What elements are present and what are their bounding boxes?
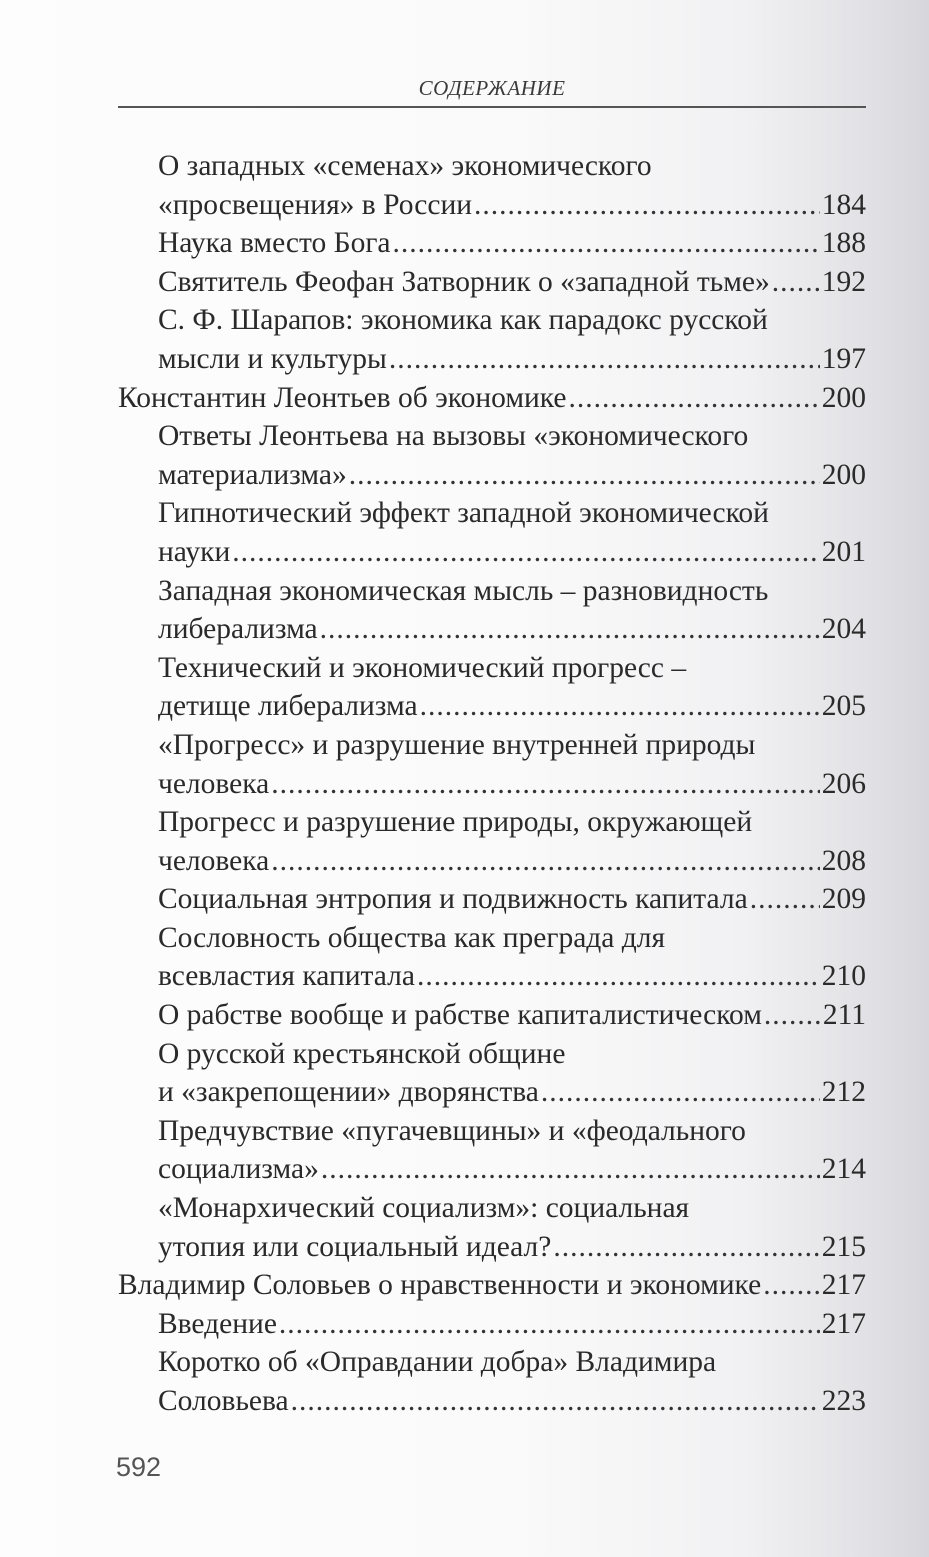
dot-leader (772, 263, 820, 302)
toc-page-number: 188 (821, 227, 866, 260)
toc-entry-title: С. Ф. Шарапов: экономика как парадокс русской (158, 304, 768, 337)
toc-entry-title-line (158, 572, 866, 611)
toc-entry-title-line (158, 649, 866, 688)
toc-page-number: 201 (821, 535, 866, 568)
toc-entry-last-line (118, 1266, 866, 1305)
toc-entry-last-line (158, 1228, 866, 1267)
toc-entry-last-line (158, 456, 866, 495)
toc-entry-title: О русской крестьянской общине (158, 1037, 566, 1070)
page-number: 592 (116, 1452, 162, 1482)
toc-entry-last-line (118, 379, 866, 418)
toc-entry-title: Технический и экономический прогресс – (158, 651, 687, 684)
toc-entry-title: науки (158, 535, 231, 568)
toc-page-number: 200 (821, 381, 866, 414)
toc-section-entry (118, 263, 866, 302)
toc-page-number: 192 (821, 265, 866, 298)
toc-entry-last-line (158, 1305, 866, 1344)
toc-entry-title-line (158, 494, 866, 533)
toc-entry-last-line (158, 1073, 866, 1112)
toc-entry-last-line (158, 186, 866, 225)
toc-section-entry (118, 1189, 866, 1266)
toc-entry-title: Владимир Соловьев о нравственности и экономике (118, 1269, 762, 1302)
dot-leader (321, 1150, 820, 1189)
toc-entry-title: Святитель Феофан Затворник о «западной тьме» (158, 265, 770, 298)
toc-section-entry (118, 726, 866, 803)
toc-page-number: 210 (821, 960, 866, 993)
dot-leader (393, 224, 820, 263)
toc-entry-title: Наука вместо Бога (158, 227, 391, 260)
toc-page-number: 208 (821, 844, 866, 877)
toc-entry-title-line (158, 147, 866, 186)
toc-entry-title-line (158, 803, 866, 842)
toc-page-number: 215 (821, 1230, 866, 1263)
toc-entry-title: «просвещения» в России (158, 188, 473, 221)
toc-entry-title-line (158, 1189, 866, 1228)
toc-entry-title: Соловьева (158, 1385, 289, 1417)
toc-entry-last-line (158, 1382, 866, 1421)
dot-leader (420, 687, 820, 726)
toc-section-entry (118, 649, 866, 726)
toc-page-number: 223 (821, 1385, 866, 1417)
toc-section-entry (118, 417, 866, 494)
toc-section-entry (118, 301, 866, 378)
dot-leader (474, 186, 820, 225)
toc-page-number: 217 (821, 1307, 866, 1340)
toc-section-entry (118, 880, 866, 919)
toc-entry-title: О рабстве вообще и рабстве капиталистическом (158, 999, 762, 1032)
toc-chapter-entry (118, 379, 866, 418)
toc-entry-title: мысли и культуры (158, 342, 387, 375)
toc-entry-title: материализма» (158, 458, 347, 491)
toc-page-number: 212 (821, 1076, 866, 1109)
dot-leader (279, 1305, 820, 1344)
toc-entry-title: «Прогресс» и разрушение внутренней природы (158, 728, 756, 761)
toc-entry-title: «Монархический социализм»: социальная (158, 1192, 690, 1225)
toc-entry-last-line (158, 842, 866, 881)
toc-page-number: 205 (821, 690, 866, 723)
dot-leader (271, 765, 820, 804)
table-of-contents (118, 147, 866, 1421)
toc-section-entry (118, 224, 866, 263)
toc-section-entry (118, 147, 866, 224)
toc-entry-title: Гипнотический эффект западной экономической (158, 497, 769, 530)
toc-entry-last-line (158, 224, 866, 263)
header-rule (118, 106, 866, 108)
toc-page-number: 206 (821, 767, 866, 800)
toc-entry-title-line (158, 301, 866, 340)
dot-leader (232, 533, 819, 572)
toc-entry-title: Социальная энтропия и подвижность капитала (158, 883, 748, 916)
toc-entry-last-line (158, 610, 866, 649)
dot-leader (541, 1073, 820, 1112)
toc-entry-title: Прогресс и разрушение природы, окружающей (158, 806, 753, 839)
toc-entry-title-line (158, 726, 866, 765)
toc-entry-last-line (158, 340, 866, 379)
toc-section-entry (118, 1343, 866, 1420)
dot-leader (271, 842, 820, 881)
toc-entry-title: всевластия капитала (158, 960, 415, 993)
dot-leader (764, 996, 821, 1035)
dot-leader (349, 456, 820, 495)
toc-entry-title: социализма» (158, 1153, 319, 1186)
toc-page-number: 197 (821, 342, 866, 375)
toc-entry-title: О западных «семенах» экономического (158, 150, 652, 182)
toc-entry-last-line (158, 957, 866, 996)
toc-entry-title: Западная экономическая мысль – разновидность (158, 574, 769, 607)
toc-entry-last-line (158, 765, 866, 804)
toc-entry-title: Ответы Леонтьева на вызовы «экономического (158, 420, 749, 453)
dot-leader (750, 880, 820, 919)
toc-section-entry (118, 1035, 866, 1112)
toc-page-number: 184 (821, 188, 866, 221)
dot-leader (569, 379, 820, 418)
dot-leader (763, 1266, 820, 1305)
toc-section-entry (118, 919, 866, 996)
dot-leader (553, 1228, 819, 1267)
toc-entry-last-line (158, 880, 866, 919)
toc-chapter-entry (118, 1266, 866, 1305)
toc-page-number: 217 (821, 1269, 866, 1302)
toc-entry-last-line (158, 533, 866, 572)
dot-leader (417, 957, 820, 996)
toc-entry-title: Коротко об «Оправдании добра» Владимира (158, 1346, 717, 1379)
dot-leader (291, 1382, 820, 1421)
toc-entry-title: человека (158, 844, 270, 877)
toc-entry-last-line (158, 687, 866, 726)
toc-entry-last-line (158, 1150, 866, 1189)
toc-entry-title: человека (158, 767, 270, 800)
toc-page-number: 214 (821, 1153, 866, 1186)
toc-page-number: 209 (821, 883, 866, 916)
toc-section-entry (118, 1305, 866, 1344)
toc-page-number: 200 (821, 458, 866, 491)
toc-entry-title: либерализма (158, 613, 318, 646)
toc-entry-title-line (158, 919, 866, 958)
toc-section-entry (118, 996, 866, 1035)
dot-leader (389, 340, 820, 379)
toc-section-entry (118, 494, 866, 571)
toc-section-entry (118, 803, 866, 880)
toc-entry-title-line (158, 1035, 866, 1074)
dot-leader (320, 610, 820, 649)
toc-section-entry (118, 572, 866, 649)
toc-entry-title: Сословность общества как преграда для (158, 921, 666, 954)
toc-entry-title: утопия или социальный идеал? (158, 1230, 552, 1263)
toc-entry-title-line (158, 1343, 866, 1382)
toc-entry-title: и «закрепощении» дворянства (158, 1076, 539, 1109)
toc-entry-last-line (158, 996, 866, 1035)
toc-entry-title: детище либерализма (158, 690, 418, 723)
toc-entry-title: Введение (158, 1307, 277, 1340)
running-head: СОДЕРЖАНИЕ (418, 76, 566, 100)
toc-entry-title-line (158, 417, 866, 456)
toc-section-entry (118, 1112, 866, 1189)
toc-page-number: 211 (822, 999, 866, 1032)
toc-entry-last-line (158, 263, 866, 302)
toc-entry-title-line (158, 1112, 866, 1151)
toc-page-number: 204 (821, 613, 866, 646)
toc-entry-title: Предчувствие «пугачевщины» и «феодального (158, 1114, 746, 1147)
toc-entry-title: Константин Леонтьев об экономике (118, 381, 567, 414)
